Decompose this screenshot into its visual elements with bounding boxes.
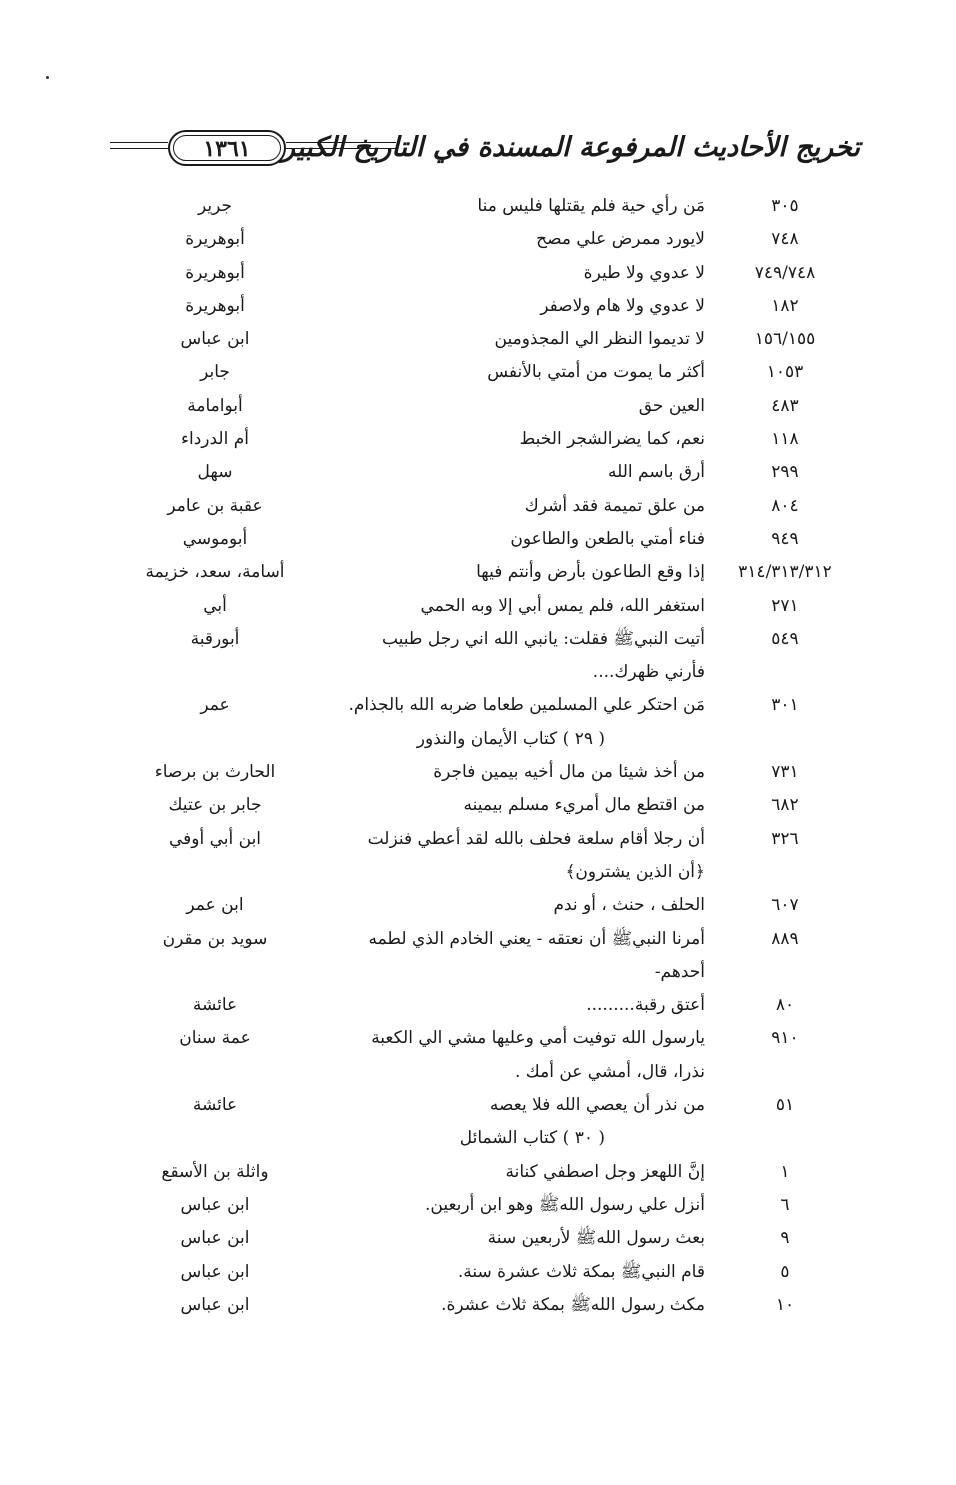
list-item <box>125 223 845 256</box>
list-item <box>125 689 845 722</box>
narrator-name: ابن عباس <box>180 329 250 350</box>
hadith-number: ٨٠ <box>775 995 795 1016</box>
narrator-name: عائشة <box>192 1095 238 1116</box>
hadith-number: ٢٧١ <box>771 595 799 616</box>
hadith-number: ٢٩٩ <box>771 462 799 483</box>
hadith-text: مكث رسول اللهﷺ بمكة ثلاث عشرة. <box>441 1294 705 1315</box>
hadith-text: لا عدوي ولا طيرة <box>583 262 705 283</box>
list-item <box>125 423 845 456</box>
hadith-number: ٣٢٦ <box>771 828 799 849</box>
narrator-name: ابن أبي أوفي <box>168 828 262 849</box>
hadith-number: ١٥٦/١٥٥ <box>754 329 816 350</box>
hadith-text: قام النبيﷺ بمكة ثلاث عشرة سنة. <box>457 1261 705 1282</box>
hadith-text: العين حق <box>638 395 705 416</box>
narrator-name: سويد بن مقرن <box>162 928 268 949</box>
narrator-name: جرير <box>198 196 232 216</box>
list-item <box>125 1022 845 1055</box>
hadith-text: فناء أمتي بالطعن والطاعون <box>510 528 705 549</box>
list-item <box>125 756 845 789</box>
narrator-name: أبورقبة <box>190 628 240 649</box>
hadith-number: ٥١ <box>775 1095 795 1116</box>
list-item <box>125 889 845 922</box>
list-item <box>125 1056 845 1089</box>
hadith-number: ٣٠٥ <box>771 196 799 216</box>
list-item <box>125 956 845 989</box>
list-item <box>125 1256 845 1289</box>
page-title: تخريج الأحاديث المرفوعة المسندة في التاريخ الكبير <box>282 132 860 163</box>
narrator-name: ابن عباس <box>180 1228 250 1249</box>
hadith-text: نعم، كما يضرالشجر الخبط <box>519 429 705 450</box>
list-item <box>125 390 845 423</box>
hadith-text: لا تديموا النظر الي المجذومين <box>494 329 705 350</box>
hadith-text: إنَّ اللهعز وجل اصطفي كنانة <box>505 1161 705 1182</box>
list-item <box>125 1089 845 1122</box>
hadith-number: ٩ <box>780 1228 790 1249</box>
list-item <box>125 1189 845 1222</box>
section-heading-row <box>125 723 845 756</box>
hadith-text: مَن احتكر علي المسلمين طعاما ضربه الله بالجذام. <box>348 695 705 716</box>
list-item <box>125 1156 845 1189</box>
hadith-number: ٦ <box>780 1194 790 1215</box>
narrator-name: عائشة <box>192 995 238 1016</box>
narrator-name: جابر بن عتيك <box>168 795 262 816</box>
list-item <box>125 456 845 489</box>
hadith-text: أرق باسم الله <box>607 462 705 483</box>
list-item <box>125 490 845 523</box>
hadith-number: ٧٤٨ <box>771 229 799 250</box>
hadith-number: ٧٣١ <box>771 762 799 783</box>
hadith-number: ١ <box>780 1161 790 1182</box>
hadith-text: ﴿أن الذين يشترون﴾ <box>565 861 705 882</box>
hadith-text: يارسول الله توفيت أمي وعليها مشي الي الكعبة <box>371 1028 705 1049</box>
list-item <box>125 356 845 389</box>
narrator-name: أبوموسي <box>182 528 248 549</box>
hadith-text: أعتق رقبة......... <box>586 995 705 1016</box>
narrator-name: ابن عباس <box>180 1294 250 1315</box>
hadith-text: إذا وقع الطاعون بأرض وأنتم فيها <box>476 562 705 583</box>
hadith-text: من أخذ شيئا من مال أخيه بيمين فاجرة <box>433 762 705 783</box>
hadith-number: ٤٨٣ <box>771 395 799 416</box>
hadith-text: لايورد ممرض علي مصح <box>536 229 705 250</box>
hadith-number: ٨٠٤ <box>771 495 799 516</box>
list-item <box>125 190 845 223</box>
hadith-number: ٣٠١ <box>771 695 799 716</box>
narrator-name: واثلة بن الأسقع <box>161 1161 269 1182</box>
page-number-frame <box>168 130 286 166</box>
hadith-number: ٥٤٩ <box>771 628 799 649</box>
hadith-number: ٩٤٩ <box>771 528 799 549</box>
narrator-name: أبوهريرة <box>185 295 245 316</box>
narrator-name: أبوهريرة <box>185 262 245 283</box>
list-item <box>125 656 845 689</box>
hadith-text: نذرا، قال، أمشي عن أمك . <box>514 1061 705 1082</box>
narrator-name: الحارث بن برصاء <box>154 762 276 783</box>
list-item <box>125 1289 845 1322</box>
hadith-number: ٦٠٧ <box>771 895 799 916</box>
header-rule-left-bottom <box>110 148 168 149</box>
hadith-text: أنزل علي رسول اللهﷺ وهو ابن أربعين. <box>424 1194 705 1215</box>
hadith-text: أحدهم- <box>654 961 705 982</box>
list-item <box>125 290 845 323</box>
hadith-number: ٦٨٢ <box>771 795 799 816</box>
hadith-number: ١٠ <box>775 1294 795 1315</box>
header-rule-left-top <box>110 142 168 143</box>
list-item <box>125 556 845 589</box>
hadith-text: استغفر الله، فلم يمس أبي إلا وبه الحمي <box>420 595 705 616</box>
narrator-name: أبوهريرة <box>185 229 245 250</box>
narrator-name: أبوامامة <box>187 395 243 416</box>
hadith-text: الحلف ، حنث ، أو ندم <box>553 895 705 916</box>
hadith-number: ١٨٢ <box>771 295 799 316</box>
hadith-text: من اقتطع مال أمريء مسلم بيمينه <box>463 795 705 816</box>
section-heading-row <box>125 1122 845 1155</box>
narrator-name: سهل <box>197 462 233 483</box>
list-item <box>125 623 845 656</box>
hadith-text: أن رجلا أقام سلعة فحلف بالله لقد أعطي فنزلت <box>367 828 705 849</box>
hadith-number: ٥ <box>780 1261 790 1282</box>
speck <box>46 76 49 79</box>
page-number: ١٣٦١ <box>173 135 281 161</box>
hadith-text: أتيت النبيﷺ فقلت: يانبي الله اني رجل طبيب <box>381 628 705 649</box>
hadith-text: مَن رأي حية فلم يقتلها فليس منا <box>477 196 705 216</box>
narrator-name: عمر <box>200 695 230 716</box>
list-item <box>125 789 845 822</box>
list-item <box>125 257 845 290</box>
hadith-text: بعث رسول اللهﷺ لأربعين سنة <box>487 1228 705 1249</box>
list-item <box>125 989 845 1022</box>
hadith-text: من علق تميمة فقد أشرك <box>524 495 705 516</box>
hadith-text: أكثر ما يموت من أمتي بالأنفس <box>487 362 705 383</box>
hadith-number: ١١٨ <box>771 429 799 450</box>
list-item <box>125 1222 845 1255</box>
hadith-number: ٩١٠ <box>771 1028 799 1049</box>
hadith-text: فأرني ظهرك.... <box>592 662 705 683</box>
list-item <box>125 523 845 556</box>
list-item <box>125 590 845 623</box>
list-item <box>125 856 845 889</box>
hadith-number: ١٠٥٣ <box>766 362 804 383</box>
section-title: ( ٣٠ ) كتاب الشمائل <box>459 1128 605 1149</box>
section-title: ( ٢٩ ) كتاب الأيمان والنذور <box>416 728 605 749</box>
hadith-text: لا عدوي ولا هام ولاصفر <box>540 295 705 316</box>
narrator-name: جابر <box>200 362 230 383</box>
narrator-name: عمة سنان <box>179 1028 251 1049</box>
hadith-text: من نذر أن يعصي الله فلا يعصه <box>489 1095 705 1116</box>
hadith-text: أمرنا النبيﷺ أن نعتقه - يعني الخادم الذي لطمه <box>368 928 705 949</box>
list-item <box>125 323 845 356</box>
page-header <box>110 128 860 168</box>
hadith-number: ٣١٤/٣١٣/٣١٢ <box>738 562 832 583</box>
narrator-name: ابن عباس <box>180 1261 250 1282</box>
narrator-name: ابن عمر <box>186 895 244 916</box>
narrator-name: أم الدرداء <box>181 429 249 450</box>
narrator-name: ابن عباس <box>180 1194 250 1215</box>
hadith-number: ٨٨٩ <box>771 928 799 949</box>
list-item <box>125 923 845 956</box>
narrator-name: عقبة بن عامر <box>167 495 263 516</box>
narrator-name: أسامة، سعد، خزيمة <box>145 562 285 583</box>
narrator-name: أبي <box>203 595 227 616</box>
list-item <box>125 823 845 856</box>
hadith-number: ٧٤٩/٧٤٨ <box>754 262 816 283</box>
hadith-index-list <box>125 190 845 1322</box>
